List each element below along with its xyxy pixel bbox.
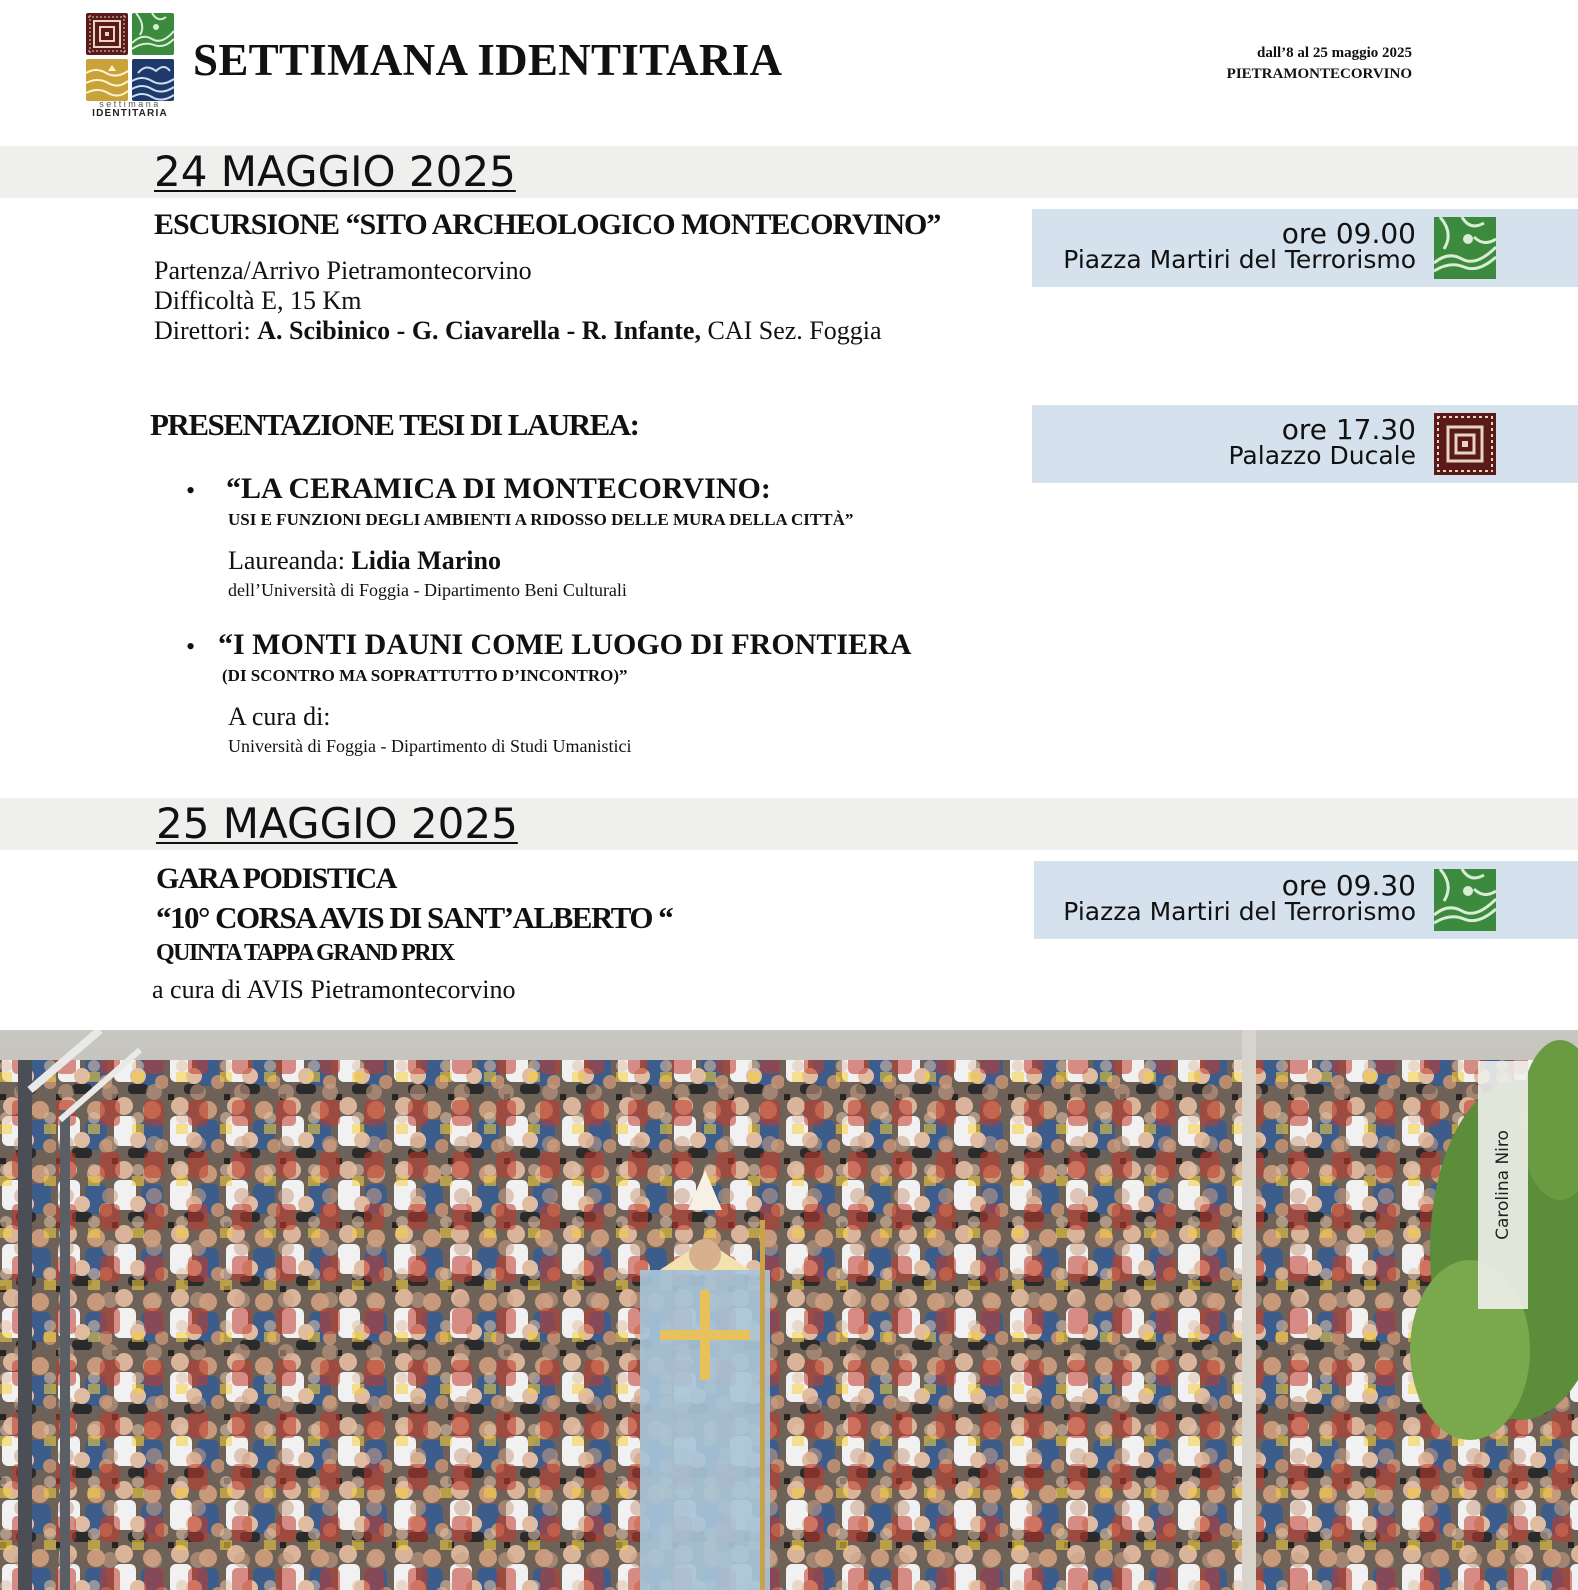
author-name: Lidia Marino — [351, 546, 501, 575]
excursion-directors — [154, 316, 882, 346]
green-wave-tile-icon — [1434, 217, 1496, 279]
event-info-box-race — [1034, 861, 1578, 939]
excursion-departure: Partenza/Arrivo Pietramontecorvino — [154, 256, 532, 285]
excursion-title: ESCURSIONE “SITO ARCHEOLOGICO MONTECORVINO” — [154, 208, 941, 241]
mustard-tile-icon — [86, 59, 128, 101]
race-organizer: a cura di AVIS Pietramontecorvino — [152, 975, 516, 1004]
page-title: SETTIMANA IDENTITARIA — [193, 35, 783, 85]
thesis-1-affiliation: dell’Università di Foggia - Dipartimento Beni Culturali — [228, 580, 627, 600]
thesis-presentation-title: PRESENTAZIONE TESI DI LAUREA: — [150, 407, 639, 442]
event-time: ore 09.30 — [1281, 869, 1416, 902]
thesis-2-title: “I MONTI DAUNI COME LUOGO DI FRONTIERA — [218, 628, 912, 661]
header-town: PIETRAMONTECORVINO — [1226, 66, 1412, 82]
thesis-2-curator-label: A cura di: — [228, 702, 331, 731]
navy-tile-icon — [132, 59, 174, 101]
date-title: 24 MAGGIO 2025 — [154, 147, 516, 196]
green-wave-tile-icon — [1434, 869, 1496, 931]
bullet: • — [186, 632, 196, 661]
crowd-photo-illustration — [0, 1030, 1578, 1590]
excursion-difficulty: Difficoltà E, 15 Km — [154, 286, 362, 315]
event-time: ore 09.00 — [1281, 217, 1416, 250]
maroon-square-tile-icon — [1434, 413, 1496, 475]
race-title: GARA PODISTICA — [156, 862, 396, 895]
logo-caption-bottom: IDENTITARIA — [92, 108, 168, 119]
directors-org: CAI Sez. Foggia — [700, 316, 882, 345]
race-stage: QUINTA TAPPA GRAND PRIX — [156, 940, 454, 966]
event-place: Piazza Martiri del Terrorismo — [1063, 897, 1416, 926]
logo-caption-top: settimana — [99, 99, 161, 109]
event-info-box-thesis — [1032, 405, 1578, 483]
date-band-25-may — [0, 798, 1578, 850]
directors-label: Direttori: — [154, 316, 258, 345]
event-place: Piazza Martiri del Terrorismo — [1063, 245, 1416, 274]
thesis-1-title: “LA CERAMICA DI MONTECORVINO: — [226, 472, 771, 505]
author-label: Laureanda: — [228, 546, 352, 575]
green-tile-icon — [132, 13, 174, 55]
directors-names: A. Scibinico - G. Ciavarella - R. Infante, — [257, 316, 701, 345]
thesis-2-affiliation: Università di Foggia - Dipartimento di Studi Umanistici — [228, 736, 632, 756]
photo-credit — [1478, 1061, 1528, 1309]
date-title: 25 MAGGIO 2025 — [156, 799, 518, 848]
date-band-24-may — [0, 146, 1578, 198]
photo-credit-text: Carolina Niro — [1493, 1130, 1513, 1240]
procession-crowd-photo — [0, 1030, 1578, 1590]
event-time: ore 17.30 — [1281, 413, 1416, 446]
event-place: Palazzo Ducale — [1228, 441, 1416, 470]
bullet: • — [186, 476, 196, 505]
event-logo — [86, 13, 174, 117]
header-dates: dall’8 al 25 maggio 2025 — [1256, 45, 1412, 61]
thesis-1-author — [228, 546, 501, 576]
race-subtitle: “10° CORSA AVIS DI SANT’ALBERTO “ — [156, 900, 673, 935]
thesis-1-subtitle: USI E FUNZIONI DEGLI AMBIENTI A RIDOSSO DELLE MURA DELLA CITTÀ” — [228, 510, 854, 529]
thesis-2-subtitle: (DI SCONTRO MA SOPRATTUTTO D’INCONTRO)” — [222, 666, 628, 685]
maroon-tile-icon — [86, 13, 128, 55]
event-info-box-excursion — [1032, 209, 1578, 287]
